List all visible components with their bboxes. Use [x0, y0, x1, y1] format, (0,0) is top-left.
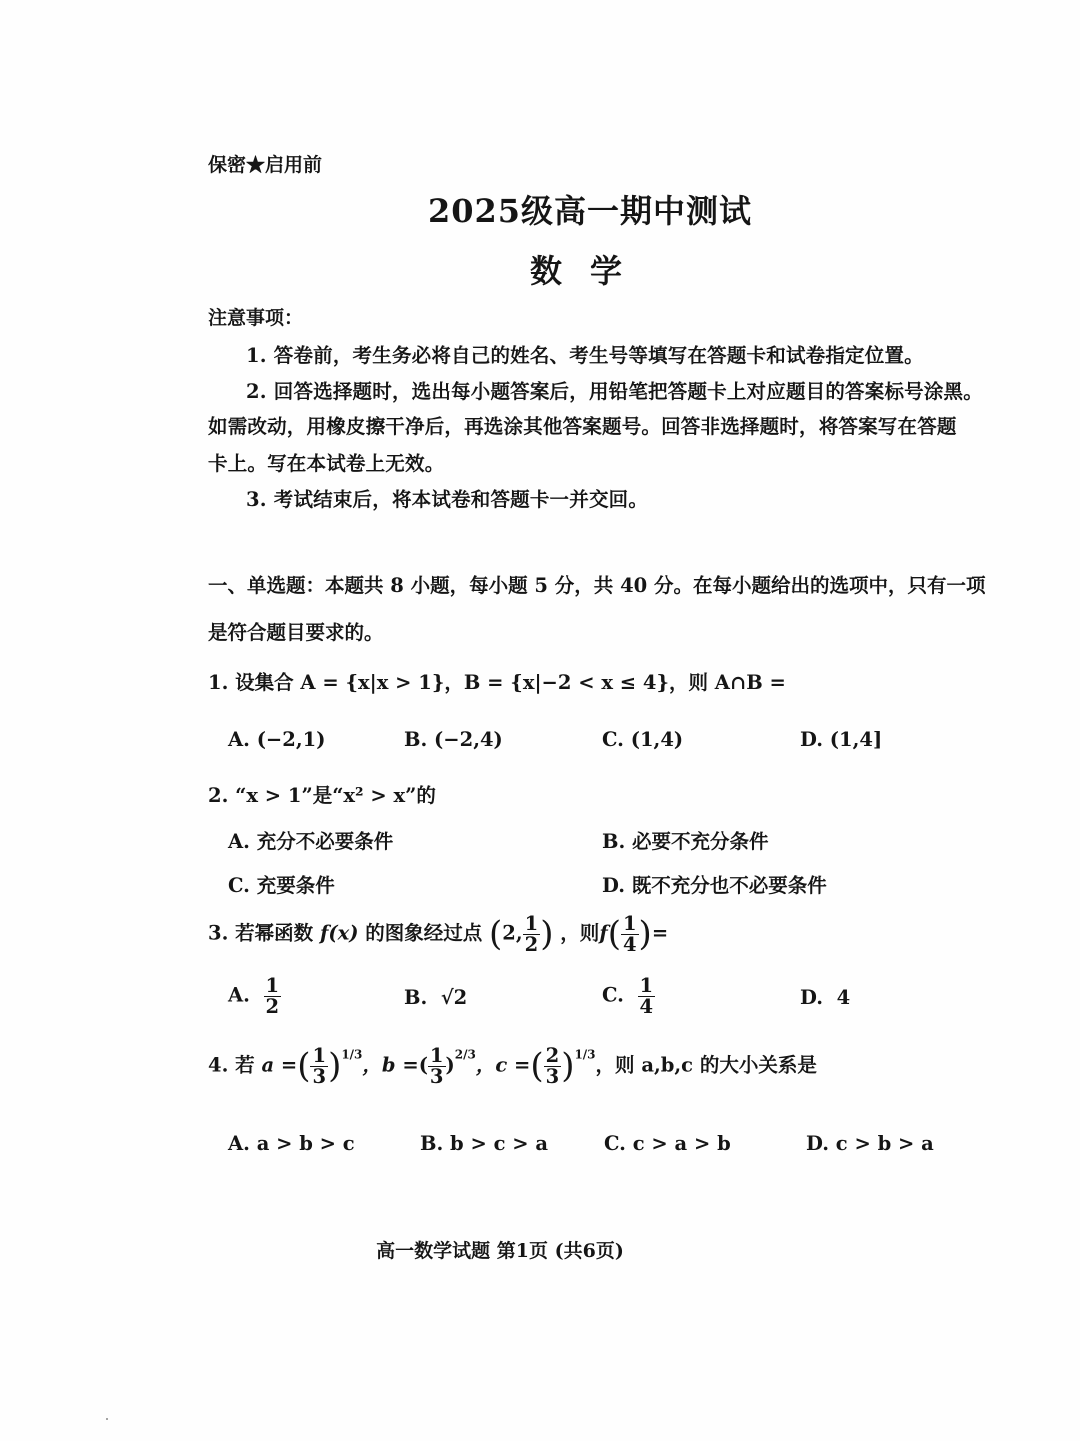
- notice-heading: 注意事项：: [208, 307, 304, 329]
- notice-item-2-line-1: 2. 回答选择题时，选出每小题答案后，用铅笔把答题卡上对应题目的答案标号涂黑。: [246, 380, 983, 403]
- question-1-option-c: C. (1,4): [602, 728, 684, 751]
- question-4-c-exponent: 1/3: [574, 1047, 596, 1062]
- question-2-option-d: D. 既不充分也不必要条件: [602, 874, 827, 897]
- confidential-mark: 保密★启用前: [208, 154, 323, 176]
- subject-title: 数学: [529, 252, 650, 290]
- section-heading-line-1: 一、单选题：本题共 8 小题，每小题 5 分，共 40 分。在每小题给出的选项中，只有一项: [208, 574, 986, 597]
- question-4-b-exponent: 2/3: [454, 1047, 476, 1062]
- question-1-option-b: B. (−2,4): [404, 728, 503, 751]
- question-3-option-c: C. $\frac{1}{4}$: [602, 974, 654, 1018]
- question-3-equals: =: [651, 921, 669, 945]
- section-heading-line-2: 是符合题目要求的。: [208, 621, 384, 644]
- question-3-then: ，则: [560, 921, 600, 945]
- question-3-stem: 3. 若幂函数 f(x) 的图象经过点 (2, $\frac{1}{2}$ ) ，则f( $\frac{1}{4}$ )=: [208, 912, 669, 956]
- question-4-option-b: B. b > c > a: [420, 1132, 549, 1155]
- scan-speck: [106, 1418, 108, 1420]
- question-3-arg-fraction: $\frac{1}{4}$: [622, 912, 637, 956]
- exam-title: 2025级高一期中测试: [427, 192, 753, 230]
- question-4-option-d: D. c > b > a: [806, 1132, 934, 1155]
- question-4-c-fraction: $\frac{2}{3}$: [545, 1044, 560, 1088]
- question-3-function: f(x): [319, 921, 359, 945]
- notice-item-3: 3. 考试结束后，将本试卷和答题卡一并交回。: [246, 488, 649, 511]
- question-2-option-a: A. 充分不必要条件: [228, 830, 394, 853]
- question-1-option-d: D. (1,4]: [800, 728, 883, 751]
- page-footer: 高一数学试题 第1页 (共6页): [376, 1240, 624, 1262]
- question-1-option-a: A. (−2,1): [228, 728, 326, 751]
- question-2-option-b: B. 必要不充分条件: [602, 830, 769, 853]
- question-3-option-d: D. 4: [800, 986, 851, 1009]
- question-3-prefix: 3. 若幂函数: [208, 921, 314, 945]
- question-4-prefix: 4. 若: [208, 1053, 255, 1077]
- question-1-stem: 1. 设集合 A = {x|x > 1}，B = {x|−2 < x ≤ 4}，则 A∩B =: [208, 671, 786, 694]
- question-3-mid: 的图象经过点: [365, 921, 483, 945]
- notice-item-2-line-2: 如需改动，用橡皮擦干净后，再选涂其他答案题号。回答非选择题时，将答案写在答题: [208, 415, 957, 438]
- question-4-stem: 4. 若 a =( $\frac{1}{3}$ )$^{1/3}$，b =( $\frac{1}{3}$ )$^{2/3}$，c =( $\frac{2}{3}$ )$^{1/3}$，则 a,b,c 的大小关系是: [208, 1044, 817, 1088]
- question-2-option-c: C. 充要条件: [228, 874, 335, 897]
- question-3-f: f: [599, 921, 608, 945]
- notice-item-2-line-3: 卡上。写在本试卷上无效。: [208, 452, 445, 475]
- question-4-suffix: ，则 a,b,c 的大小关系是: [595, 1053, 817, 1077]
- question-4-a-fraction: $\frac{1}{3}$: [312, 1044, 327, 1088]
- question-4-option-a: A. a > b > c: [228, 1132, 355, 1155]
- question-3-point-fraction: $\frac{1}{2}$: [524, 912, 539, 956]
- question-2-stem: 2. “x > 1”是“x² > x”的: [208, 784, 436, 807]
- question-4-b-fraction: $\frac{1}{3}$: [429, 1044, 444, 1088]
- question-4-option-c: C. c > a > b: [604, 1132, 731, 1155]
- question-3-option-a: A. $\frac{1}{2}$: [228, 974, 280, 1018]
- notice-item-1: 1. 答卷前，考生务必将自己的姓名、考生号等填写在答题卡和试卷指定位置。: [246, 344, 924, 367]
- question-3-option-b: B. √2: [404, 986, 468, 1009]
- question-3-point-x: 2,: [502, 921, 523, 945]
- question-4-a-exponent: 1/3: [341, 1047, 363, 1062]
